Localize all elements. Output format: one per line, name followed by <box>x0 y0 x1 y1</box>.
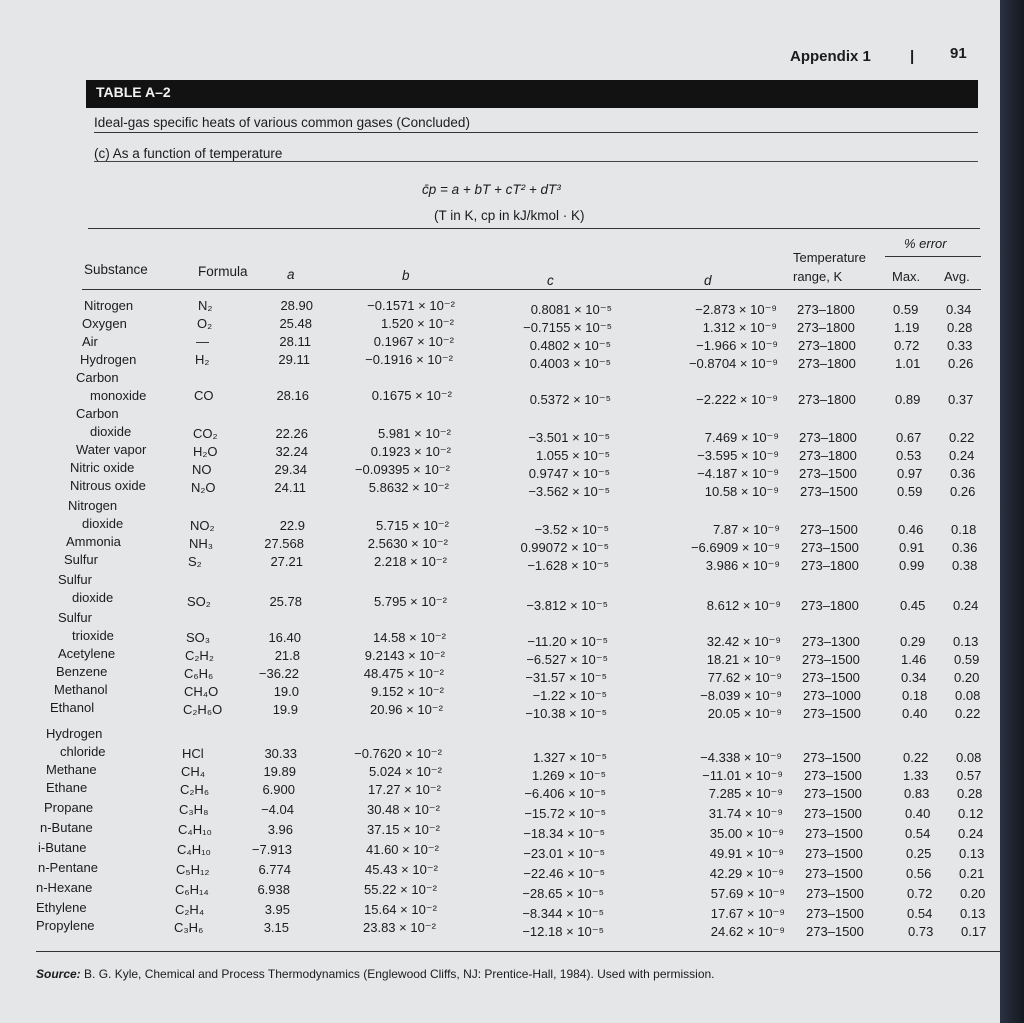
coef-a-cell: 3.96 <box>267 822 293 837</box>
coef-a-cell: 24.11 <box>274 480 306 495</box>
avg-error-cell: 0.59 <box>954 652 980 667</box>
coef-d-cell: 42.29 × 10⁻⁹ <box>709 866 784 881</box>
coef-c-cell: −23.01 × 10⁻⁵ <box>523 846 605 861</box>
coef-b-cell: 48.475 × 10⁻² <box>363 666 444 681</box>
avg-error-cell: 0.28 <box>957 786 983 801</box>
temp-range-cell: 273–1500 <box>804 806 862 821</box>
coef-c-cell: 0.4802 × 10⁻⁵ <box>529 338 611 353</box>
formula-cell: C₃H₈ <box>179 802 209 817</box>
coef-b-cell: 0.1923 × 10⁻² <box>370 444 451 459</box>
coef-c-cell: 1.327 × 10⁻⁵ <box>532 750 607 765</box>
max-error-cell: 0.99 <box>899 558 925 573</box>
formula-cell: CO <box>194 388 214 403</box>
avg-error-cell: 0.24 <box>958 826 984 841</box>
substance-name: Nitrous oxide <box>70 478 146 493</box>
coef-b-cell: 5.715 × 10⁻² <box>376 518 449 533</box>
substance-name: Carbon <box>76 370 119 385</box>
coef-a-cell: −7.913 <box>251 842 292 857</box>
table-label: TABLE A–2 <box>96 84 171 100</box>
substance-name: Hydrogen <box>80 352 137 367</box>
temp-range-cell: 273–1500 <box>801 540 859 555</box>
coef-d-cell: 3.986 × 10⁻⁹ <box>705 558 780 573</box>
coef-d-cell: 17.67 × 10⁻⁹ <box>710 906 785 921</box>
formula-cell: SO₂ <box>187 594 211 609</box>
max-error-cell: 0.40 <box>905 806 931 821</box>
bottom-rule <box>36 951 1008 952</box>
temp-range-cell: 273–1800 <box>799 448 857 463</box>
coef-a-cell: 3.95 <box>264 902 290 917</box>
coef-c-cell: −18.34 × 10⁻⁵ <box>523 826 605 841</box>
substance-name: Carbon <box>76 406 119 421</box>
header-d: d <box>704 273 712 288</box>
coef-b-cell: 9.2143 × 10⁻² <box>364 648 445 663</box>
temp-range-cell: 273–1500 <box>804 786 862 801</box>
coef-b-cell: 5.024 × 10⁻² <box>369 764 442 779</box>
substance-name: Sulfur <box>58 610 92 625</box>
coef-b-cell: 5.795 × 10⁻² <box>374 594 447 609</box>
formula-cell: CH₄ <box>181 764 206 779</box>
avg-error-cell: 0.28 <box>947 320 973 335</box>
substance-name: i-Butane <box>38 840 87 855</box>
max-error-cell: 0.40 <box>902 706 928 721</box>
page-number: 91 <box>950 45 967 62</box>
title-rule <box>94 132 978 133</box>
running-head-separator: | <box>910 48 915 65</box>
temp-range-cell: 273–1500 <box>803 706 861 721</box>
coef-b-cell: 2.5630 × 10⁻² <box>367 536 448 551</box>
avg-error-cell: 0.08 <box>955 688 981 703</box>
formula-cell: — <box>196 334 209 349</box>
coef-c-cell: 1.269 × 10⁻⁵ <box>531 768 606 783</box>
coef-a-cell: 6.938 <box>257 882 290 897</box>
temp-range-cell: 273–1500 <box>803 750 861 765</box>
header-temperature: Temperature <box>793 250 866 265</box>
substance-name: Oxygen <box>82 316 127 331</box>
max-error-cell: 0.59 <box>893 302 919 317</box>
coef-b-cell: 45.43 × 10⁻² <box>365 862 438 877</box>
header-substance: Substance <box>84 262 148 277</box>
substance-name: Nitrogen <box>68 498 118 513</box>
max-error-cell: 0.56 <box>906 866 932 881</box>
substance-name: Nitric oxide <box>70 460 135 475</box>
coef-c-cell: −8.344 × 10⁻⁵ <box>522 906 604 921</box>
max-error-cell: 0.89 <box>895 392 921 407</box>
coef-a-cell: 25.48 <box>279 316 312 331</box>
coef-a-cell: 28.11 <box>279 334 311 349</box>
substance-name: n-Butane <box>40 820 93 835</box>
coef-c-cell: −3.501 × 10⁻⁵ <box>528 430 610 445</box>
coef-d-cell: 1.312 × 10⁻⁹ <box>702 320 777 335</box>
coef-a-cell: 6.774 <box>258 862 291 877</box>
coef-a-cell: 19.89 <box>263 764 296 779</box>
avg-error-cell: 0.36 <box>950 466 976 481</box>
coef-d-cell: 32.42 × 10⁻⁹ <box>706 634 781 649</box>
temp-range-cell: 273–1800 <box>797 320 855 335</box>
running-head: Appendix 1 <box>790 48 871 65</box>
coef-c-cell: −11.20 × 10⁻⁵ <box>527 634 608 649</box>
coef-d-cell: 7.469 × 10⁻⁹ <box>704 430 779 445</box>
coef-d-cell: 77.62 × 10⁻⁹ <box>707 670 782 685</box>
substance-name-continued: monoxide <box>90 388 147 403</box>
formula-cell: C₆H₁₄ <box>175 882 209 897</box>
coef-b-cell: 37.15 × 10⁻² <box>367 822 440 837</box>
max-error-cell: 1.01 <box>895 356 921 371</box>
temp-range-cell: 273–1800 <box>798 392 856 407</box>
formula-cell: C₃H₆ <box>174 920 204 935</box>
coef-a-cell: 30.33 <box>264 746 297 761</box>
temp-range-cell: 273–1800 <box>801 558 859 573</box>
substance-name: Ethanol <box>50 700 95 715</box>
temp-range-cell: 273–1500 <box>806 906 864 921</box>
coef-d-cell: −4.338 × 10⁻⁹ <box>700 750 782 765</box>
coef-c-cell: −15.72 × 10⁻⁵ <box>524 806 606 821</box>
max-error-cell: 0.46 <box>898 522 924 537</box>
coef-b-cell: 15.64 × 10⁻² <box>364 902 437 917</box>
max-error-cell: 0.18 <box>902 688 928 703</box>
coef-d-cell: −2.222 × 10⁻⁹ <box>696 392 778 407</box>
coef-b-cell: 41.60 × 10⁻² <box>366 842 439 857</box>
error-header-rule <box>885 256 981 257</box>
coef-c-cell: −1.22 × 10⁻⁵ <box>532 688 607 703</box>
coef-b-cell: −0.1571 × 10⁻² <box>367 298 455 313</box>
avg-error-cell: 0.13 <box>959 846 985 861</box>
coef-a-cell: 3.15 <box>263 920 289 935</box>
temp-range-cell: 273–1800 <box>797 302 855 317</box>
avg-error-cell: 0.24 <box>949 448 975 463</box>
avg-error-cell: 0.20 <box>954 670 980 685</box>
temp-range-cell: 273–1800 <box>798 356 856 371</box>
max-error-cell: 0.97 <box>897 466 923 481</box>
avg-error-cell: 0.13 <box>953 634 979 649</box>
temp-range-cell: 273–1500 <box>805 846 863 861</box>
coef-a-cell: 29.11 <box>278 352 310 367</box>
coef-a-cell: 21.8 <box>274 648 300 663</box>
max-error-cell: 0.83 <box>904 786 930 801</box>
coef-b-cell: −0.1916 × 10⁻² <box>365 352 453 367</box>
coef-c-cell: −31.57 × 10⁻⁵ <box>525 670 607 685</box>
subtitle-rule <box>94 161 978 162</box>
formula-cell: O₂ <box>197 316 213 331</box>
avg-error-cell: 0.22 <box>949 430 975 445</box>
formula-cell: N₂ <box>198 298 213 313</box>
coef-a-cell: 27.568 <box>264 536 304 551</box>
formula-cell: NO <box>192 462 212 477</box>
coef-d-cell: −3.595 × 10⁻⁹ <box>697 448 779 463</box>
formula-cell: C₂H₆O <box>183 702 223 717</box>
max-error-cell: 0.54 <box>905 826 931 841</box>
substance-name-continued: dioxide <box>90 424 132 439</box>
coef-d-cell: −11.01 × 10⁻⁹ <box>702 768 783 783</box>
coef-a-cell: 29.34 <box>274 462 307 477</box>
temp-range-cell: 273–1500 <box>799 466 857 481</box>
max-error-cell: 0.67 <box>896 430 922 445</box>
max-error-cell: 0.29 <box>900 634 926 649</box>
temp-range-cell: 273–1500 <box>802 670 860 685</box>
coef-d-cell: 20.05 × 10⁻⁹ <box>707 706 782 721</box>
substance-name: Hydrogen <box>46 726 103 741</box>
formula-cell: C₂H₂ <box>185 648 214 663</box>
substance-name: Nitrogen <box>84 298 134 313</box>
avg-error-cell: 0.57 <box>956 768 982 783</box>
coef-c-cell: −12.18 × 10⁻⁵ <box>522 924 604 939</box>
formula-cell: C₂H₆ <box>180 782 210 797</box>
substance-name: Air <box>82 334 98 349</box>
coef-b-cell: 30.48 × 10⁻² <box>367 802 440 817</box>
avg-error-cell: 0.12 <box>958 806 984 821</box>
avg-error-cell: 0.33 <box>947 338 973 353</box>
substance-name-continued: dioxide <box>82 516 124 531</box>
avg-error-cell: 0.17 <box>961 924 987 939</box>
substance-name: Benzene <box>56 664 108 679</box>
avg-error-cell: 0.22 <box>955 706 981 721</box>
substance-name: Methane <box>46 762 97 777</box>
coef-a-cell: −4.04 <box>261 802 294 817</box>
coef-b-cell: 0.1675 × 10⁻² <box>371 388 452 403</box>
temp-range-cell: 273–1300 <box>802 634 860 649</box>
formula-cell: S₂ <box>188 554 202 569</box>
coef-b-cell: 55.22 × 10⁻² <box>364 882 437 897</box>
coef-d-cell: 24.62 × 10⁻⁹ <box>710 924 785 939</box>
max-error-cell: 0.25 <box>906 846 932 861</box>
header-a: a <box>287 267 295 282</box>
header-formula: Formula <box>198 264 248 279</box>
coef-c-cell: 0.8081 × 10⁻⁵ <box>530 302 612 317</box>
coef-c-cell: −22.46 × 10⁻⁵ <box>523 866 605 881</box>
coef-b-cell: 14.58 × 10⁻² <box>373 630 446 645</box>
coef-c-cell: −1.628 × 10⁻⁵ <box>527 558 609 573</box>
max-error-cell: 0.72 <box>894 338 920 353</box>
substance-name: n-Pentane <box>38 860 98 875</box>
max-error-cell: 1.19 <box>894 320 920 335</box>
max-error-cell: 0.59 <box>897 484 923 499</box>
substance-name: Acetylene <box>58 646 116 661</box>
header-c: c <box>547 273 554 288</box>
coef-a-cell: 22.26 <box>275 426 308 441</box>
coef-a-cell: 16.40 <box>268 630 301 645</box>
formula-cell: C₄H₁₀ <box>178 822 212 837</box>
table-title: Ideal-gas specific heats of various common gases (Concluded) <box>94 115 470 130</box>
coef-b-cell: −0.7620 × 10⁻² <box>354 746 442 761</box>
coef-d-cell: 49.91 × 10⁻⁹ <box>709 846 784 861</box>
coef-c-cell: −10.38 × 10⁻⁵ <box>525 706 607 721</box>
formula-cell: C₅H₁₂ <box>176 862 210 877</box>
max-error-cell: 0.72 <box>907 886 933 901</box>
avg-error-cell: 0.37 <box>948 392 974 407</box>
substance-name: Ethylene <box>36 900 87 915</box>
source-text: B. G. Kyle, Chemical and Process Thermodynamics (Englewood Cliffs, NJ: Prentice-Hall, 1984). Used with permission. <box>84 967 715 981</box>
coef-b-cell: 1.520 × 10⁻² <box>381 316 454 331</box>
coef-c-cell: 0.99072 × 10⁻⁵ <box>520 540 609 555</box>
coef-d-cell: 7.87 × 10⁻⁹ <box>712 522 780 537</box>
coef-a-cell: 19.0 <box>273 684 299 699</box>
temp-range-cell: 273–1500 <box>802 652 860 667</box>
coef-d-cell: −1.966 × 10⁻⁹ <box>696 338 778 353</box>
max-error-cell: 1.46 <box>901 652 927 667</box>
substance-name-continued: chloride <box>60 744 106 759</box>
formula-cell: C₆H₆ <box>184 666 214 681</box>
substance-name: Propane <box>44 800 94 815</box>
avg-error-cell: 0.26 <box>950 484 976 499</box>
coef-c-cell: −6.406 × 10⁻⁵ <box>524 786 606 801</box>
coef-b-cell: 20.96 × 10⁻² <box>370 702 443 717</box>
coef-c-cell: 0.4003 × 10⁻⁵ <box>529 356 611 371</box>
max-error-cell: 0.73 <box>908 924 934 939</box>
coef-d-cell: −4.187 × 10⁻⁹ <box>697 466 779 481</box>
substance-name: Sulfur <box>64 552 98 567</box>
coef-c-cell: 0.9747 × 10⁻⁵ <box>528 466 610 481</box>
coef-b-cell: 5.8632 × 10⁻² <box>368 480 449 495</box>
coef-a-cell: 28.16 <box>276 388 309 403</box>
temp-range-cell: 273–1800 <box>801 598 859 613</box>
substance-name: Ethane <box>46 780 88 795</box>
temp-range-cell: 273–1500 <box>800 522 858 537</box>
avg-error-cell: 0.13 <box>960 906 986 921</box>
max-error-cell: 0.53 <box>896 448 922 463</box>
coef-b-cell: 0.1967 × 10⁻² <box>373 334 454 349</box>
table-label-bar <box>86 80 978 108</box>
coef-a-cell: 32.24 <box>275 444 308 459</box>
coef-d-cell: 18.21 × 10⁻⁹ <box>706 652 781 667</box>
units-note: (T in K, cp in kJ/kmol · K) <box>434 208 585 223</box>
substance-name: Sulfur <box>58 572 92 587</box>
avg-error-cell: 0.38 <box>952 558 978 573</box>
coef-c-cell: 0.5372 × 10⁻⁵ <box>529 392 611 407</box>
coef-d-cell: 7.285 × 10⁻⁹ <box>708 786 783 801</box>
formula-cell: HCl <box>182 746 204 761</box>
coef-d-cell: 57.69 × 10⁻⁹ <box>710 886 785 901</box>
coef-d-cell: 31.74 × 10⁻⁹ <box>708 806 783 821</box>
avg-error-cell: 0.08 <box>956 750 982 765</box>
header-rule <box>82 289 981 290</box>
substance-name-continued: dioxide <box>72 590 114 605</box>
max-error-cell: 0.54 <box>907 906 933 921</box>
header-max: Max. <box>892 269 921 284</box>
formula-cell: NH₃ <box>189 536 214 551</box>
max-error-cell: 1.33 <box>903 768 929 783</box>
units-rule <box>88 228 980 229</box>
formula-cell: NO₂ <box>190 518 215 533</box>
substance-name: Propylene <box>36 918 95 933</box>
coef-a-cell: 25.78 <box>269 594 302 609</box>
coef-b-cell: 23.83 × 10⁻² <box>363 920 436 935</box>
coef-c-cell: −6.527 × 10⁻⁵ <box>526 652 608 667</box>
page-edge-shadow <box>1000 0 1024 1023</box>
source-note <box>36 967 715 981</box>
coef-b-cell: 5.981 × 10⁻² <box>378 426 451 441</box>
temp-range-cell: 273–1500 <box>806 886 864 901</box>
coef-d-cell: 35.00 × 10⁻⁹ <box>709 826 784 841</box>
temp-range-cell: 273–1500 <box>805 826 863 841</box>
coef-a-cell: 19.9 <box>272 702 298 717</box>
temp-range-cell: 273–1500 <box>804 768 862 783</box>
coef-c-cell: −3.562 × 10⁻⁵ <box>528 484 610 499</box>
temp-range-cell: 273–1800 <box>799 430 857 445</box>
coef-d-cell: −8.039 × 10⁻⁹ <box>700 688 782 703</box>
source-label: Source: <box>36 967 81 981</box>
coef-a-cell: 6.900 <box>262 782 295 797</box>
temp-range-cell: 273–1500 <box>806 924 864 939</box>
table-subtitle: (c) As a function of temperature <box>94 146 283 161</box>
coef-a-cell: 28.90 <box>280 298 313 313</box>
avg-error-cell: 0.24 <box>953 598 979 613</box>
formula-cell: H₂O <box>193 444 218 459</box>
max-error-cell: 0.22 <box>903 750 929 765</box>
coef-a-cell: 27.21 <box>270 554 303 569</box>
substance-name: n-Hexane <box>36 880 93 895</box>
header-range: range, K <box>793 269 843 284</box>
temp-range-cell: 273–1500 <box>805 866 863 881</box>
temp-range-cell: 273–1500 <box>800 484 858 499</box>
header-avg: Avg. <box>944 269 970 284</box>
temp-range-cell: 273–1000 <box>803 688 861 703</box>
substance-name-continued: trioxide <box>72 628 114 643</box>
coef-c-cell: −3.52 × 10⁻⁵ <box>534 522 609 537</box>
substance-name: Methanol <box>54 682 108 697</box>
formula-cell: N₂O <box>191 480 216 495</box>
cp-equation: c̄p = a + bT + cT² + dT³ <box>422 182 561 197</box>
coef-d-cell: −2.873 × 10⁻⁹ <box>695 302 777 317</box>
coef-b-cell: −0.09395 × 10⁻² <box>354 462 450 477</box>
coef-b-cell: 9.152 × 10⁻² <box>371 684 444 699</box>
max-error-cell: 0.45 <box>900 598 926 613</box>
formula-cell: H₂ <box>195 352 210 367</box>
coef-a-cell: 22.9 <box>279 518 305 533</box>
coef-c-cell: 1.055 × 10⁻⁵ <box>535 448 610 463</box>
coef-b-cell: 17.27 × 10⁻² <box>368 782 441 797</box>
header-b: b <box>402 268 410 283</box>
coef-d-cell: 10.58 × 10⁻⁹ <box>704 484 779 499</box>
temp-range-cell: 273–1800 <box>798 338 856 353</box>
avg-error-cell: 0.34 <box>946 302 972 317</box>
substance-name: Ammonia <box>66 534 121 549</box>
formula-cell: CH₄O <box>184 684 219 699</box>
max-error-cell: 0.91 <box>899 540 925 555</box>
coef-d-cell: −6.6909 × 10⁻⁹ <box>690 540 780 555</box>
coef-c-cell: −0.7155 × 10⁻⁵ <box>523 320 612 335</box>
formula-cell: SO₃ <box>186 630 211 645</box>
formula-cell: C₂H₄ <box>175 902 205 917</box>
coef-d-cell: −0.8704 × 10⁻⁹ <box>688 356 778 371</box>
formula-cell: CO₂ <box>193 426 218 441</box>
avg-error-cell: 0.26 <box>948 356 974 371</box>
avg-error-cell: 0.21 <box>959 866 985 881</box>
coef-b-cell: 2.218 × 10⁻² <box>374 554 447 569</box>
header-percent-error: % error <box>904 236 947 251</box>
avg-error-cell: 0.36 <box>952 540 978 555</box>
avg-error-cell: 0.20 <box>960 886 986 901</box>
coef-c-cell: −28.65 × 10⁻⁵ <box>522 886 604 901</box>
coef-d-cell: 8.612 × 10⁻⁹ <box>706 598 781 613</box>
max-error-cell: 0.34 <box>901 670 927 685</box>
coef-c-cell: −3.812 × 10⁻⁵ <box>526 598 608 613</box>
coef-a-cell: −36.22 <box>258 666 299 681</box>
avg-error-cell: 0.18 <box>951 522 977 537</box>
formula-cell: C₄H₁₀ <box>177 842 211 857</box>
substance-name: Water vapor <box>76 442 147 457</box>
